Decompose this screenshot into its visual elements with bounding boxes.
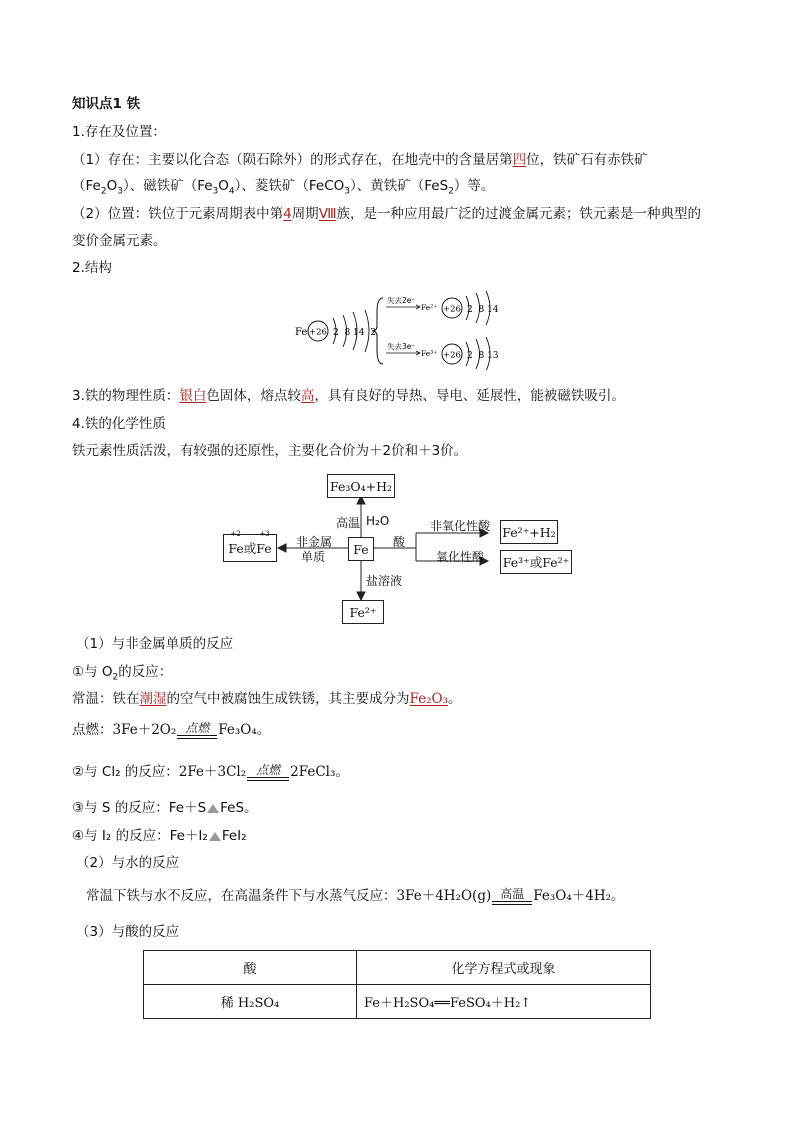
lose-2e-label: 失去2e⁻ xyxy=(387,296,416,305)
answer-fill: 潮湿 xyxy=(139,691,167,707)
nucleus-charge: +26 xyxy=(309,327,327,338)
subscript: 3 xyxy=(117,186,123,197)
r1-s-equation xyxy=(72,798,258,818)
r1-cl2-equation xyxy=(72,762,349,782)
label-salt-solution: 盐溶液 xyxy=(366,574,403,588)
r1-title: （1）与非金属单质的反应 xyxy=(76,636,234,652)
r2-title: （2）与水的反应 xyxy=(76,855,180,871)
text: 族，是一种应用最广泛的过渡金属元素；铁元素是一种典型的 xyxy=(336,206,701,222)
label-oxidizing-acid: 氧化性酸 xyxy=(436,550,485,564)
equation-lhs: 3Fe＋2O₂ xyxy=(112,722,177,738)
shell-electrons: 2 8 14 2 xyxy=(333,328,376,338)
center-box-fe: Fe xyxy=(348,537,374,561)
r1-o2-heading xyxy=(72,662,172,682)
text: ②与 Cl₂ 的反应： xyxy=(72,764,179,780)
label-element: 单质 xyxy=(301,550,326,564)
answer-fill: Fe₂O₃ xyxy=(409,691,449,707)
subscript: 2 xyxy=(100,186,107,197)
text: （1）存在：主要以化合态（陨石除外）的形式存在，在地壳中的含量居第 xyxy=(72,152,513,168)
text: 周期 xyxy=(291,206,319,222)
product-box-fe2: Fe²⁺ xyxy=(342,600,384,624)
subscript: 2 xyxy=(112,672,119,683)
box-text: Fe或Fe xyxy=(228,541,272,556)
product-box-fe3o4-h2: Fe₃O₄+H₂ xyxy=(327,474,395,498)
text: O xyxy=(106,178,118,194)
section-heading: 知识点1 铁 xyxy=(72,96,141,112)
valence-plus3: +3 xyxy=(259,530,270,538)
s1-existence-line xyxy=(72,150,648,170)
text: 位，铁矿石有赤铁矿 xyxy=(526,152,648,168)
condition-arrow xyxy=(177,722,217,739)
fe2-ion-label: Fe²⁺ xyxy=(421,303,438,312)
label-acid: 酸 xyxy=(393,535,406,549)
r1-rust-line xyxy=(72,689,462,709)
fe2-nucleus-charge: +26 xyxy=(443,304,461,315)
text: 3.铁的物理性质： xyxy=(72,388,180,404)
answer-fill: 银白 xyxy=(179,388,207,404)
s1-title: 1.存在及位置： xyxy=(72,124,166,140)
cell-acid: 稀 H₂SO₄ xyxy=(144,985,357,1019)
label-high-temp: 高温 xyxy=(336,516,361,530)
equation-rhs: 2FeCl₃。 xyxy=(290,764,349,780)
s4-title: 4.铁的化学性质 xyxy=(72,416,166,432)
text: ）、黄铁矿（FeS xyxy=(350,178,449,194)
label-nonmetal: 非金属 xyxy=(296,535,333,549)
valence-plus2: +2 xyxy=(230,530,241,538)
text: 的反应： xyxy=(118,664,173,680)
fe3-shell-electrons: 2 8 13 xyxy=(467,351,499,361)
product-box-fe-or-fe xyxy=(223,530,277,562)
col-equation-header: 化学方程式或现象 xyxy=(357,951,651,985)
condition-arrow xyxy=(492,888,532,905)
text: ，具有良好的导热、导电、延展性，能被磁铁吸引。 xyxy=(314,388,625,404)
r1-burn-equation xyxy=(72,720,270,740)
text: ）等。 xyxy=(453,178,495,194)
text: O xyxy=(218,178,229,194)
label-h2o: H₂O xyxy=(366,514,390,528)
text: 点燃： xyxy=(72,722,113,738)
r1-i2-equation xyxy=(72,826,247,846)
equation-rhs: Fe₃O₄＋4H₂。 xyxy=(533,888,625,904)
col-acid-header: 酸 xyxy=(144,951,357,985)
lose-3e-label: 失去3e⁻ xyxy=(387,342,416,351)
fe3-nucleus-charge: +26 xyxy=(443,350,461,361)
text: ）、菱铁矿（FeCO xyxy=(234,178,345,194)
text: ①与 O xyxy=(72,664,113,680)
text: FeS。 xyxy=(220,800,258,816)
subscript: 3 xyxy=(344,186,351,197)
s2-title: 2.结构 xyxy=(72,260,112,276)
table-row xyxy=(144,985,651,1019)
heat-triangle-icon xyxy=(209,832,221,841)
atom-symbol: Fe xyxy=(295,327,308,338)
atomic-structure-diagram xyxy=(285,290,515,370)
brace xyxy=(372,298,383,364)
s1-position-line xyxy=(72,204,701,224)
fe2-shell-electrons: 2 8 14 xyxy=(467,305,499,315)
text: （2）位置：铁位于元素周期表中第 xyxy=(72,206,284,222)
text: FeI₂ xyxy=(221,828,247,844)
text: ）、磁铁矿（Fe xyxy=(122,178,213,194)
subscript: 4 xyxy=(228,186,235,197)
condition-label: 点燃 xyxy=(185,720,210,735)
product-box-fe2-h2: Fe²⁺+H₂ xyxy=(500,520,558,544)
answer-fill: 高 xyxy=(300,388,315,404)
equation-rhs: Fe₃O₄。 xyxy=(218,722,271,738)
text: 常温：铁在 xyxy=(72,691,140,707)
subscript: 3 xyxy=(212,186,219,197)
text: （Fe xyxy=(72,178,101,194)
text: ④与 I₂ 的反应：Fe＋I₂ xyxy=(72,828,208,844)
r3-title: （3）与酸的反应 xyxy=(76,924,180,940)
r2-water-equation xyxy=(86,886,625,906)
condition-label: 高温 xyxy=(500,886,525,901)
equation-lhs: 2Fe＋3Cl₂ xyxy=(178,764,247,780)
text: 。 xyxy=(448,691,462,707)
equation-lhs: 3Fe＋4H₂O(g) xyxy=(396,888,492,904)
condition-arrow xyxy=(247,764,289,781)
s1-position-line-2: 变价金属元素。 xyxy=(72,233,167,249)
s1-ores-line xyxy=(72,176,494,196)
heat-triangle-icon xyxy=(207,804,219,813)
answer-fill: 四 xyxy=(512,152,527,168)
answer-fill: Ⅷ xyxy=(318,206,337,222)
label-non-oxidizing-acid: 非氧化性酸 xyxy=(430,519,491,533)
text: 色固体，熔点较 xyxy=(206,388,301,404)
equals-bar xyxy=(177,735,217,739)
fe-valence-labels xyxy=(228,530,272,557)
answer-fill: 4 xyxy=(283,206,292,222)
s3-physical-properties xyxy=(72,386,625,406)
s4-intro: 铁元素性质活泼，有较强的还原性，主要化合价为＋2价和＋3价。 xyxy=(72,443,468,459)
text: ③与 S 的反应：Fe＋S xyxy=(72,800,207,816)
text: 的空气中被腐蚀生成铁锈，其主要成分为 xyxy=(166,691,410,707)
text: 常温下铁与水不反应，在高温条件下与水蒸气反应： xyxy=(86,888,397,904)
cell-equation: Fe＋H₂SO₄══FeSO₄＋H₂↑ xyxy=(357,985,651,1019)
product-box-fe3-or-fe2: Fe³⁺或Fe²⁺ xyxy=(500,550,572,574)
table-header-row xyxy=(144,951,651,985)
condition-label: 点燃 xyxy=(256,762,281,777)
equals-bar xyxy=(492,901,532,905)
fe3-ion-label: Fe³⁺ xyxy=(421,349,438,358)
acid-reaction-table xyxy=(143,950,651,1019)
equals-bar xyxy=(247,777,289,781)
subscript: 2 xyxy=(448,186,454,197)
